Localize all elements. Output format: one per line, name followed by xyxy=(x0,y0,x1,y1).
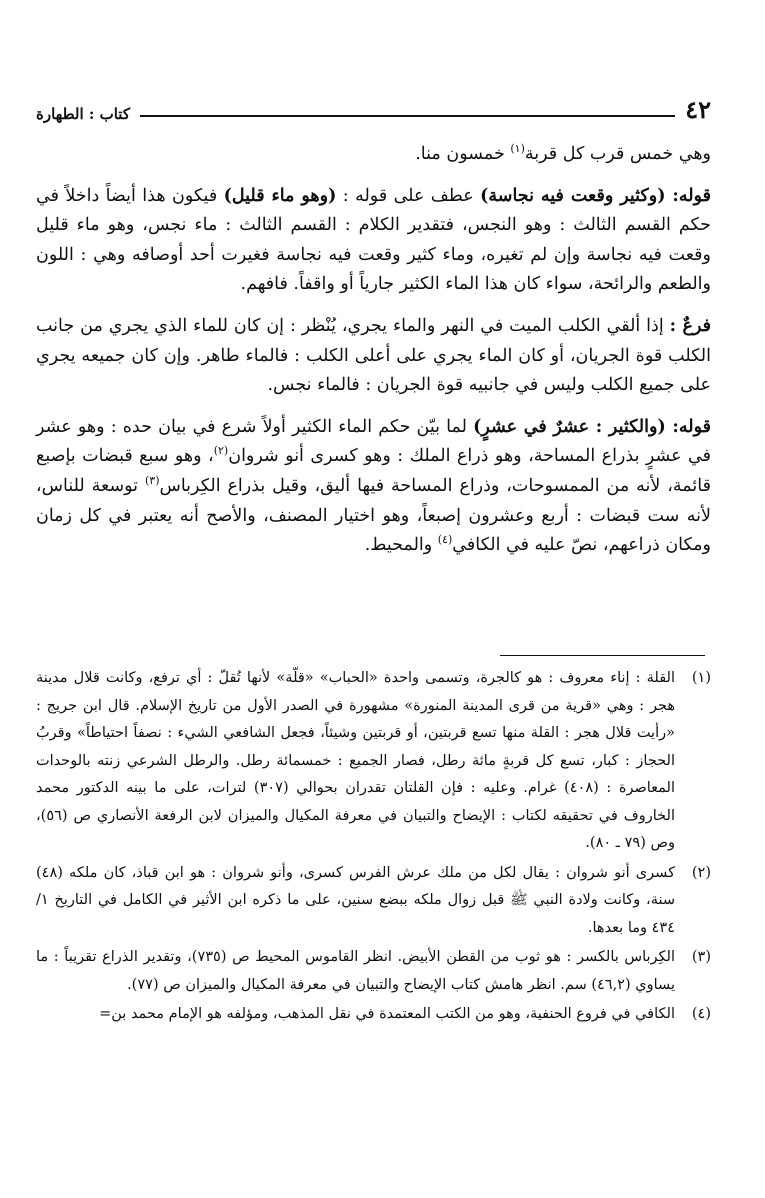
footnote-number: (٣) xyxy=(691,949,711,965)
footnote-text: الكافي في فروع الحنفية، وهو من الكتب المعتمدة في نقل المذهب، ومؤلفه هو الإمام محمد بن= xyxy=(99,1006,675,1022)
footnote-text: الكِرباس بالكسر : هو ثوب من القطن الأبيض. انظر القاموس المحيط ص (٧٣٥)، وتقدير الذراع تقريباً : ما يساوي (٤٦,٢) سم. انظر هامش كتاب الإيضاح والتبيان في معرفة المكيال والميزان ص (٧٧). xyxy=(36,949,675,993)
footnote-1 xyxy=(36,665,711,858)
paragraph-2 xyxy=(36,182,711,300)
running-header xyxy=(36,92,711,122)
p3-rest: إذا ألقي الكلب الميت في النهر والماء يجري، يُنْظر : إن كان للماء الذي يجري من جانب الكلب قوة الجريان، أو كان الماء يجري على أعلى الكلب : فالماء طاهر. وإن كان جميعه يجري على جميع الكلب وليس في جانبيه قوة الجريان : فالماء نجس. xyxy=(36,315,711,396)
paragraph-4 xyxy=(36,413,711,561)
footnote-ref-3: (٣) xyxy=(144,474,160,488)
footnote-number: (٢) xyxy=(691,864,711,881)
footnote-text: القلة : إناء معروف : هو كالجرة، وتسمى واحدة «الحباب» «قلّة» لأنها تُقلّ : أي ترفع، وكانت قلال مدينة هجر : وهي «قرية من قرى المدينة المنورة» مشهورة في الصدر الأول من تاريخ الإسلام. قال ابن جريج : «رأيت قلال هجر : القلة منها تسع قربتين، أو قربتين وشيئاً، فجعل الشافعي الشيء : نصفاً احتياطاً» وقربُ الحجاز : كبار، تسع كل قربةٍ مائة رطل، فصار الجميع : خمسمائة رطل. والرطل الشرعي زنته بالوحدات المعاصرة : (٤٠٨) غرام. وعليه : فإن القلتان تقدران بحوالي (٣٠٧) لترات، على ما بينه الدكتور محمد الخاروف في تحقيقه لكتاب : الإيضاح والتبيان في معرفة المكيال والميزان لابن الرفعة الأنصاري ص (٥٦)، وص (٧٩ ـ ٨٠). xyxy=(36,670,675,851)
footnote-3 xyxy=(36,944,711,999)
main-text xyxy=(36,140,711,573)
p4-a: لما بيّن حكم الماء الكثير أولاً شرع في بيان حده : وهو عشر في عشرٍ بذراع المساحة، وهو ذراع الملك : وهو كسرى أنو شروان xyxy=(36,416,711,467)
p4-b: ، وهو سبع قبضات بإصبع قائمة، لأنه من الممسوحات، وذراع المساحة فيها أليق، وقيل بذراع الكِرباس xyxy=(36,446,711,496)
footnote-2 xyxy=(36,860,711,943)
p1-text: وهي خمس قرب كل قربة xyxy=(524,144,711,164)
footnote-text: كسرى أنو شروان : يقال لكل من ملك عرش الفرس كسرى، وأنو شروان : هو ابن قباذ، كان ملكه (٤٨) سنة، وكانت ولادة النبي ﷺ قبل زوال ملكه ببضع سنين، على ما ذكره ابن الأثير في الكامل في التاريخ ١/ ٤٣٤ وما بعدها. xyxy=(36,864,675,936)
p2-lead: قوله: (وكثير وقعت فيه نجاسة) xyxy=(480,185,711,206)
p2-mid: عطف على قوله : xyxy=(336,185,481,206)
book-title: كتاب : الطهارة xyxy=(36,105,130,123)
header-rule xyxy=(140,115,675,117)
footnote-number: (١) xyxy=(691,670,711,686)
paragraph-3 xyxy=(36,312,711,401)
page-number: ٤٢ xyxy=(685,95,711,124)
p2-rest: فيكون هذا أيضاً داخلاً في حكم القسم الثالث : وهو النجس، فتقدير الكلام : القسم الثالث : ماء نجس، وهو ماء قليل وقعت فيه نجاسة وإن لم تغيره، وماء كثير وقعت فيه نجاسة فغيرت أحد أوصافه وهي : اللون والطعم والرائحة، سواء كان هذا الماء الكثير جارياً أو واقفاً. فافهم. xyxy=(36,185,711,295)
footnote-number: (٤) xyxy=(691,1006,711,1022)
footnotes xyxy=(36,665,711,1031)
p1-end: خمسون منا. xyxy=(415,144,511,164)
footnote-ref-1: (١) xyxy=(510,142,525,156)
footnote-ref-2: (٢) xyxy=(213,444,229,458)
paragraph-1 xyxy=(36,140,711,170)
p4-lead: قوله: (والكثير : عشرٌ في عشرٍ) xyxy=(473,416,711,437)
p2-bold: (وهو ماء قليل) xyxy=(223,185,337,206)
p3-lead: فرعٌ : xyxy=(669,315,711,336)
footnote-4 xyxy=(36,1001,711,1029)
p4-d: والمحيط. xyxy=(364,535,438,556)
p4-c: توسعة للناس، لأنه ست قبضات : أربع وعشرون إصبعاً، وهو اختيار المصنف، والأصح أنه يعتبر في كل زمان ومكان ذراعهم، نصّ عليه في الكافي xyxy=(36,475,711,556)
footnote-separator xyxy=(500,655,705,656)
footnote-ref-4: (٤) xyxy=(437,533,453,547)
